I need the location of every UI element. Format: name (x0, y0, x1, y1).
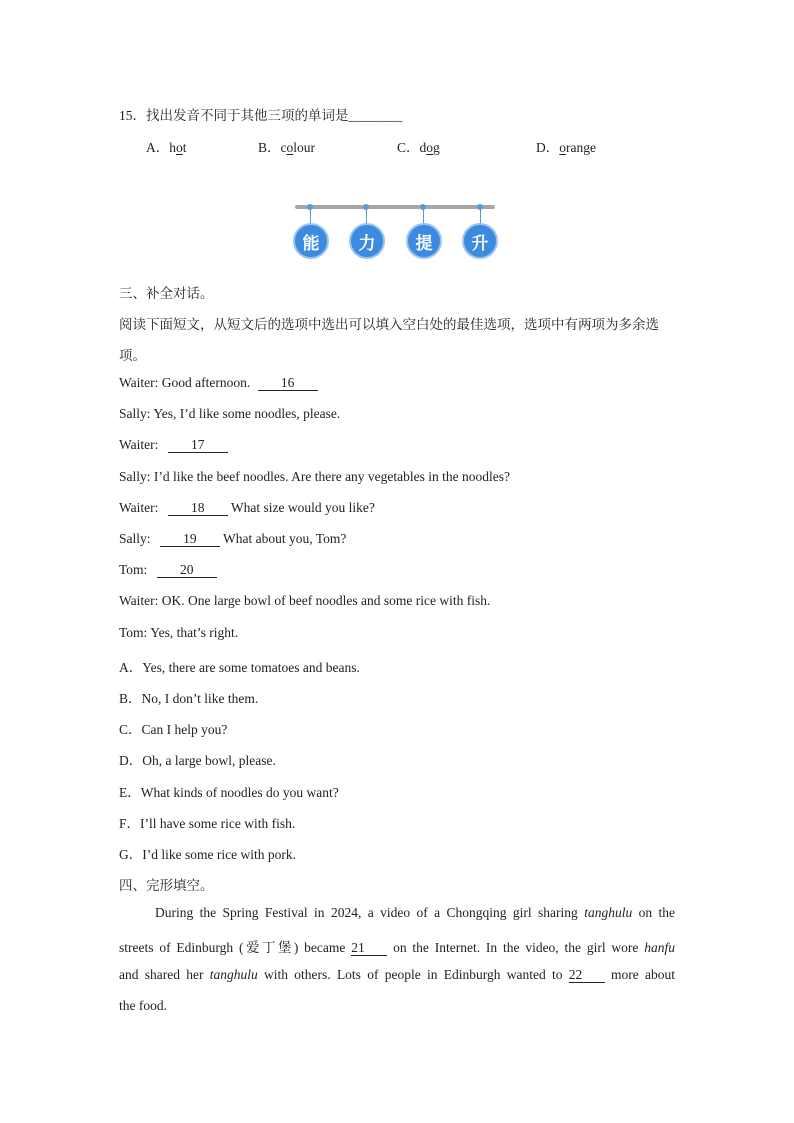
dialogue-line (119, 406, 340, 422)
choice-d: D．Oh, a large bowl, please. (119, 753, 276, 768)
passage-text: and shared her (119, 967, 204, 982)
blank-20: 20 (157, 563, 217, 578)
choice-f: F．I’ll have some rice with fish. (119, 816, 296, 831)
choice-g: G．I’d like some rice with pork. (119, 847, 296, 862)
speaker: Waiter: (119, 593, 159, 608)
speaker: Waiter: (119, 437, 159, 452)
banner-char: 提 (406, 223, 442, 259)
speaker: Sally: (119, 469, 151, 484)
passage-line (119, 967, 675, 983)
passage-text: on the (638, 905, 676, 920)
option-c (397, 136, 440, 156)
speaker: Sally: (119, 531, 151, 546)
option-text: c (280, 140, 287, 155)
dialogue-line (119, 562, 217, 578)
dialogue-text: Yes, I’d like some noodles, please. (153, 406, 341, 421)
dialogue-text: Yes, that’s right. (150, 625, 239, 640)
banner-char: 升 (462, 223, 498, 259)
section-3-instruction: 项。 (119, 348, 146, 363)
blank-16: 16 (258, 376, 318, 391)
blank-19: 19 (160, 532, 220, 547)
banner-char: 能 (293, 223, 329, 259)
option-text: g (433, 140, 440, 155)
dialogue-text: What size would you like? (230, 500, 375, 515)
option-a (146, 136, 187, 156)
section-3-instruction: 阅读下面短文，从短文后的选项中选出可以填入空白处的最佳选项，选项中有两项为多余选 (119, 317, 659, 332)
dialogue-line (119, 375, 318, 391)
blank-22: 22 (569, 968, 605, 983)
blank-17: 17 (168, 438, 228, 453)
choice-a: A．Yes, there are some tomatoes and beans. (119, 660, 360, 675)
dialogue-line (119, 625, 238, 641)
underlined-letter: o (426, 140, 434, 155)
speaker: Sally: (119, 406, 151, 421)
option-text: range (566, 140, 596, 155)
passage-italic: hanfu (644, 940, 676, 955)
banner-char: 力 (349, 223, 385, 259)
option-letter: A． (146, 140, 170, 155)
blank-18: 18 (168, 501, 228, 516)
passage-text: streets of Edinburgh (爱丁堡) became (119, 940, 346, 955)
passage-line (119, 936, 675, 956)
dialogue-text: Good afternoon. (161, 375, 251, 390)
speaker: Tom: (119, 562, 148, 577)
section-4-heading: 四、完形填空。 (119, 878, 214, 893)
speaker: Waiter: (119, 500, 159, 515)
underlined-letter: o (176, 140, 183, 155)
section-3-heading: 三、补全对话。 (119, 286, 214, 301)
speaker: Waiter: (119, 375, 159, 390)
passage-text: on the Internet. In the video, the girl wore (393, 940, 639, 955)
dialogue-line (119, 500, 375, 516)
dialogue-text: I’d like the beef noodles. Are there any vegetables in the noodles? (153, 469, 511, 484)
option-letter: B． (258, 140, 281, 155)
option-text: t (182, 140, 187, 155)
choice-e: E．What kinds of noodles do you want? (119, 785, 339, 800)
option-letter: D． (536, 140, 560, 155)
dialogue-text: What about you, Tom? (223, 531, 347, 546)
passage-text: with others. Lots of people in Edinburgh wanted to (264, 967, 563, 982)
blank-21: 21 (351, 941, 387, 956)
passage-line (155, 905, 675, 921)
option-text: d (419, 140, 427, 155)
passage-text: more about (611, 967, 676, 982)
choice-c: C．Can I help you? (119, 722, 228, 737)
option-b (258, 136, 315, 156)
option-d (536, 136, 596, 156)
passage-italic: tanghulu (584, 905, 633, 920)
question-15-stem: 15．找出发音不同于其他三项的单词是________ (119, 108, 403, 123)
option-text: lour (293, 140, 316, 155)
speaker: Tom: (119, 625, 148, 640)
dialogue-line (119, 593, 490, 609)
option-letter: C． (397, 140, 420, 155)
dialogue-line (119, 469, 510, 485)
underlined-letter: o (559, 140, 566, 155)
dialogue-line (119, 531, 346, 547)
passage-line: the food. (119, 998, 167, 1013)
choice-b: B．No, I don’t like them. (119, 691, 259, 706)
passage-text: During the Spring Festival in 2024, a video of a Chongqing girl sharing (155, 905, 578, 920)
banner-bar (295, 205, 495, 209)
dialogue-line (119, 437, 228, 453)
option-text: h (169, 140, 176, 155)
dialogue-text: OK. One large bowl of beef noodles and some rice with fish. (161, 593, 491, 608)
passage-italic: tanghulu (209, 967, 258, 982)
underlined-letter: o (286, 140, 294, 155)
